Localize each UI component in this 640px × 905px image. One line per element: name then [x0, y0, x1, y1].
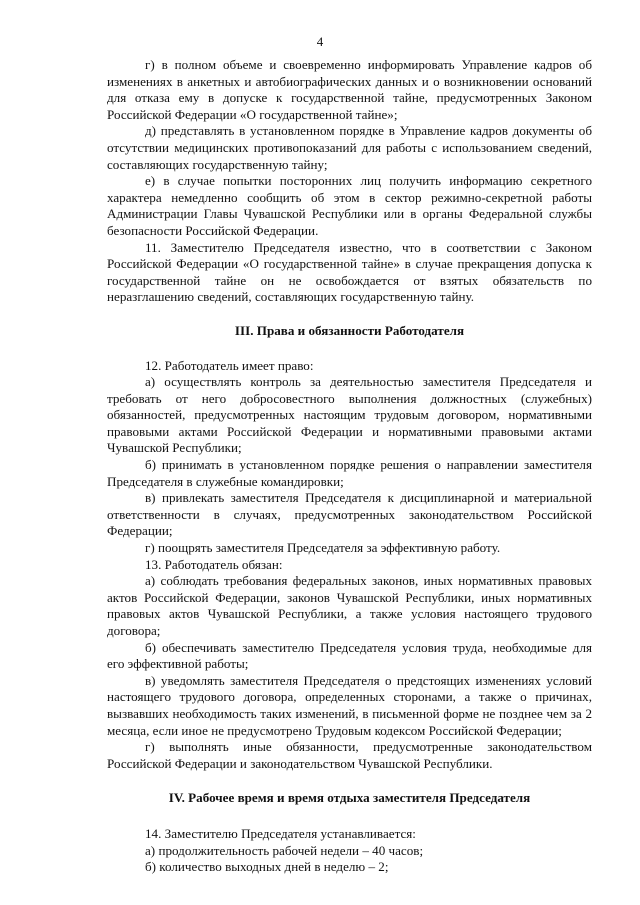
paragraph: г) в полном объеме и своевременно информировать Управление кадров об изменениях в анкетных и автобиографических данных и о возникновении оснований для отказа ему в допуске к государственной тайне, предусмотренных Законом Российской Федерации «О государственной тайне»;	[107, 57, 592, 122]
paragraph: 14. Заместителю Председателя устанавливается:	[145, 825, 416, 841]
paragraph: б) количество выходных дней в неделю – 2;	[145, 859, 389, 875]
section-heading: IV. Рабочее время и время отдыха заместителя Председателя	[168, 790, 531, 806]
paragraph: г) поощрять заместителя Председателя за эффективную работу.	[145, 540, 501, 556]
paragraph: а) продолжительность рабочей недели – 40 часов;	[145, 842, 424, 858]
paragraph: 11. Заместителю Председателя известно, что в соответствии с Законом Российской Федерации «О государственной тайне» в случае прекращения допуска к государственной тайне он не освобождается от взятых обязательств по неразглашению сведений, составляющих государственную тайну.	[107, 239, 592, 305]
paragraph: в) уведомлять заместителя Председателя о предстоящих изменениях условий настоящего трудового договора, определенных сторонами, а также о причинах, вызвавших необходимость таких изменений, в письменной форме не позднее чем за 2 месяца, если иное не предусмотрено Трудовым кодексом Российской Федерации;	[107, 672, 592, 738]
paragraph: 12. Работодатель имеет право:	[145, 357, 314, 373]
page-number: 4	[316, 34, 324, 49]
paragraph: а) осуществлять контроль за деятельностью заместителя Председателя и требовать от него добросовестного выполнения должностных (служебных) обязанностей, предусмотренных настоящим трудовым договором, нормативными правовыми актами Российской Федерации и нормативными правовыми актами Чувашской Республики;	[107, 374, 592, 456]
paragraph: д) представлять в установленном порядке в Управление кадров документы об отсутствии медицинских противопоказаний для работы с использованием сведений, составляющих государственную тайну;	[107, 123, 592, 172]
paragraph: б) обеспечивать заместителю Председателя условия труда, необходимые для его эффективной работы;	[107, 639, 592, 672]
paragraph: б) принимать в установленном порядке решения о направлении заместителя Председателя в служебные командировки;	[107, 457, 592, 489]
paragraph: 13. Работодатель обязан:	[145, 556, 283, 572]
paragraph: а) соблюдать требования федеральных законов, иных нормативных правовых актов Российской Федерации, законов Чувашской Республики, иных нормативных правовых актов Чувашской Республики, а также условия настоящего трудового договора;	[107, 573, 592, 638]
document-body	[107, 57, 592, 876]
paragraph: в) привлекать заместителя Председателя к дисциплинарной и материальной ответственности в случаях, предусмотренных законодательством Российской Федерации;	[107, 490, 592, 539]
paragraph: г) выполнять иные обязанности, предусмотренные законодательством Российской Федерации и законодательством Чувашской Республики.	[107, 739, 592, 771]
section-heading: III. Права и обязанности Работодателя	[234, 322, 465, 338]
paragraph: е) в случае попытки посторонних лиц получить информацию секретного характера немедленно сообщить об этом в сектор режимно-секретной работы Администрации Главы Чувашской Республики или в органы Федеральной службы безопасности Российской Федерации.	[107, 173, 592, 238]
